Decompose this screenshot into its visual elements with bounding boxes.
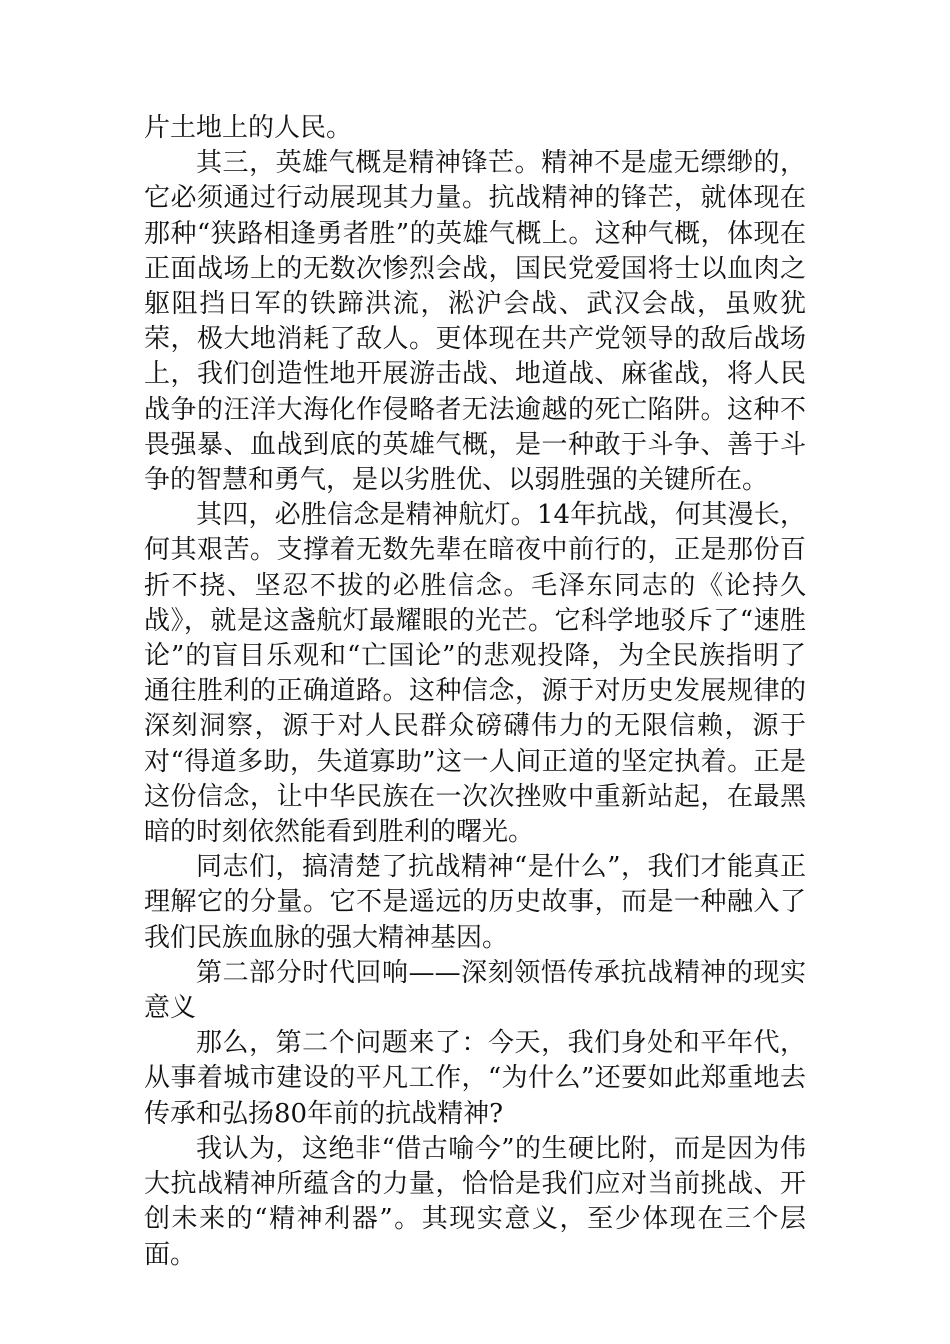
section-heading-part-two: 第二部分时代回响——深刻领悟传承抗战精神的现实意义 <box>144 957 806 1024</box>
paragraph-continuation: 片土地上的人民。 <box>144 113 353 143</box>
paragraph-heroic-spirit: 其三，英雄气概是精神锋芒。精神不是虚无缥缈的，它必须通过行动展现其力量。抗战精神的锋芒，就体现在那种“狭路相逢勇者胜”的英雄气概上。这种气概，体现在正面战场上的无数次惨烈会战，国民党爱国将士以血肉之躯阻挡日军的铁蹄洪流，淞沪会战、武汉会战，虽败犹荣，极大地消耗了敌人。更体现在共产党领导的敌后战场上，我们创造性地开展游击战、地道战、麻雀战，将人民战争的汪洋大海化作侵略者无法逾越的死亡陷阱。这种不畏强暴、血战到底的英雄气概，是一种敢于斗争、善于斗争的智慧和勇气，是以劣胜优、以弱胜强的关键所在。 <box>144 148 806 496</box>
document-body <box>144 111 806 1273</box>
paragraph-answer: 我认为，这绝非“借古喻今”的生硬比附，而是因为伟大抗战精神所蕴含的力量，恰恰是我们应对当前挑战、开创未来的“精神利器”。其现实意义，至少体现在三个层面。 <box>144 1133 806 1270</box>
paragraph-victory-belief: 其四，必胜信念是精神航灯。14年抗战，何其漫长，何其艰苦。支撑着无数先辈在暗夜中前行的，正是那份百折不挠、坚忍不拔的必胜信念。毛泽东同志的《论持久战》，就是这盏航灯最耀眼的光芒。它科学地驳斥了“速胜论”的盲目乐观和“亡国论”的悲观投降，为全民族指明了通往胜利的正确道路。这种信念，源于对历史发展规律的深刻洞察，源于对人民群众磅礴伟力的无限信赖，源于对“得道多助，失道寡助”这一人间正道的坚定执着。正是这份信念，让中华民族在一次次挫败中重新站起，在最黑暗的时刻依然能看到胜利的曙光。 <box>144 500 806 848</box>
paragraph-question: 那么，第二个问题来了：今天，我们身处和平年代，从事着城市建设的平凡工作，“为什么”还要如此郑重地去传承和弘扬80年前的抗战精神? <box>144 1028 806 1129</box>
paragraph-summary: 同志们，搞清楚了抗战精神“是什么”，我们才能真正理解它的分量。它不是遥远的历史故事，而是一种融入了我们民族血脉的强大精神基因。 <box>144 852 806 953</box>
